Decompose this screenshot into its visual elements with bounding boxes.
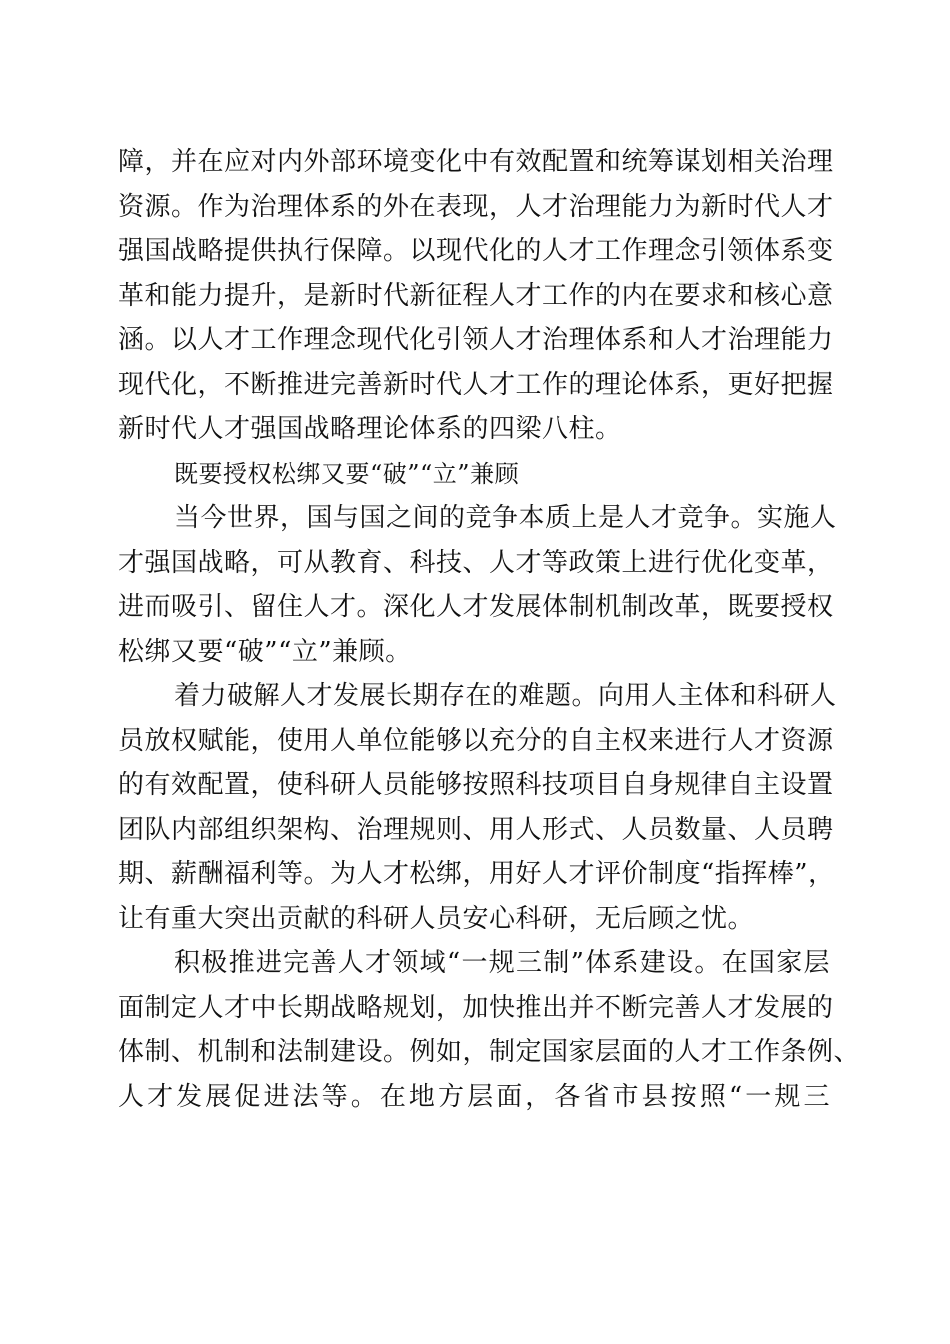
text-line: 人才发展促进法等。在地方层面，各省市县按照“一规三: [118, 1081, 830, 1112]
text-line: 团队内部组织架构、治理规则、用人形式、人员数量、人员聘: [118, 814, 834, 845]
text-line: 面制定人才中长期战略规划，加快推出并不断完善人才发展的: [118, 992, 834, 1023]
section-heading: 既要授权松绑又要“破”“立”兼顾: [174, 459, 520, 488]
text-line: 进而吸引、留住人才。深化人才发展体制机制改革，既要授权: [118, 592, 834, 622]
text-line: 强国战略提供执行保障。以现代化的人才工作理念引领体系变: [118, 236, 834, 266]
text-line: 松绑又要“破”“立”兼顾。: [118, 636, 412, 667]
text-line: 才强国战略，可从教育、科技、人才等政策上进行优化变革，: [118, 547, 834, 578]
text-line: 的有效配置，使科研人员能够按照科技项目自身规律自主设置: [118, 770, 834, 800]
text-line: 积极推进完善人才领域“一规三制”体系建设。在国家层: [174, 948, 830, 978]
text-line: 当今世界，国与国之间的竞争本质上是人才竞争。实施人: [174, 503, 837, 533]
text-line: 涵。以人才工作理念现代化引领人才治理体系和人才治理能力: [118, 325, 834, 355]
text-line: 现代化，不断推进完善新时代人才工作的理论体系，更好把握: [118, 369, 834, 400]
text-line: 期、薪酬福利等。为人才松绑，用好人才评价制度“指挥棒”，: [118, 859, 835, 889]
text-line: 革和能力提升，是新时代新征程人才工作的内在要求和核心意: [118, 280, 834, 311]
text-line: 新时代人才强国战略理论体系的四梁八柱。: [118, 414, 622, 444]
text-line: 员放权赋能，使用人单位能够以充分的自主权来进行人才资源: [118, 725, 834, 756]
text-line: 体制、机制和法制建设。例如，制定国家层面的人才工作条例、: [118, 1037, 861, 1067]
text-line: 着力破解人才发展长期存在的难题。向用人主体和科研人: [174, 681, 837, 711]
text-line: 资源。作为治理体系的外在表现，人才治理能力为新时代人才: [118, 191, 834, 222]
document-body: [118, 140, 861, 1119]
text-line: 让有重大突出贡献的科研人员安心科研，无后顾之忧。: [118, 903, 755, 934]
text-line: 障，并在应对内外部环境变化中有效配置和统筹谋划相关治理: [118, 147, 834, 177]
